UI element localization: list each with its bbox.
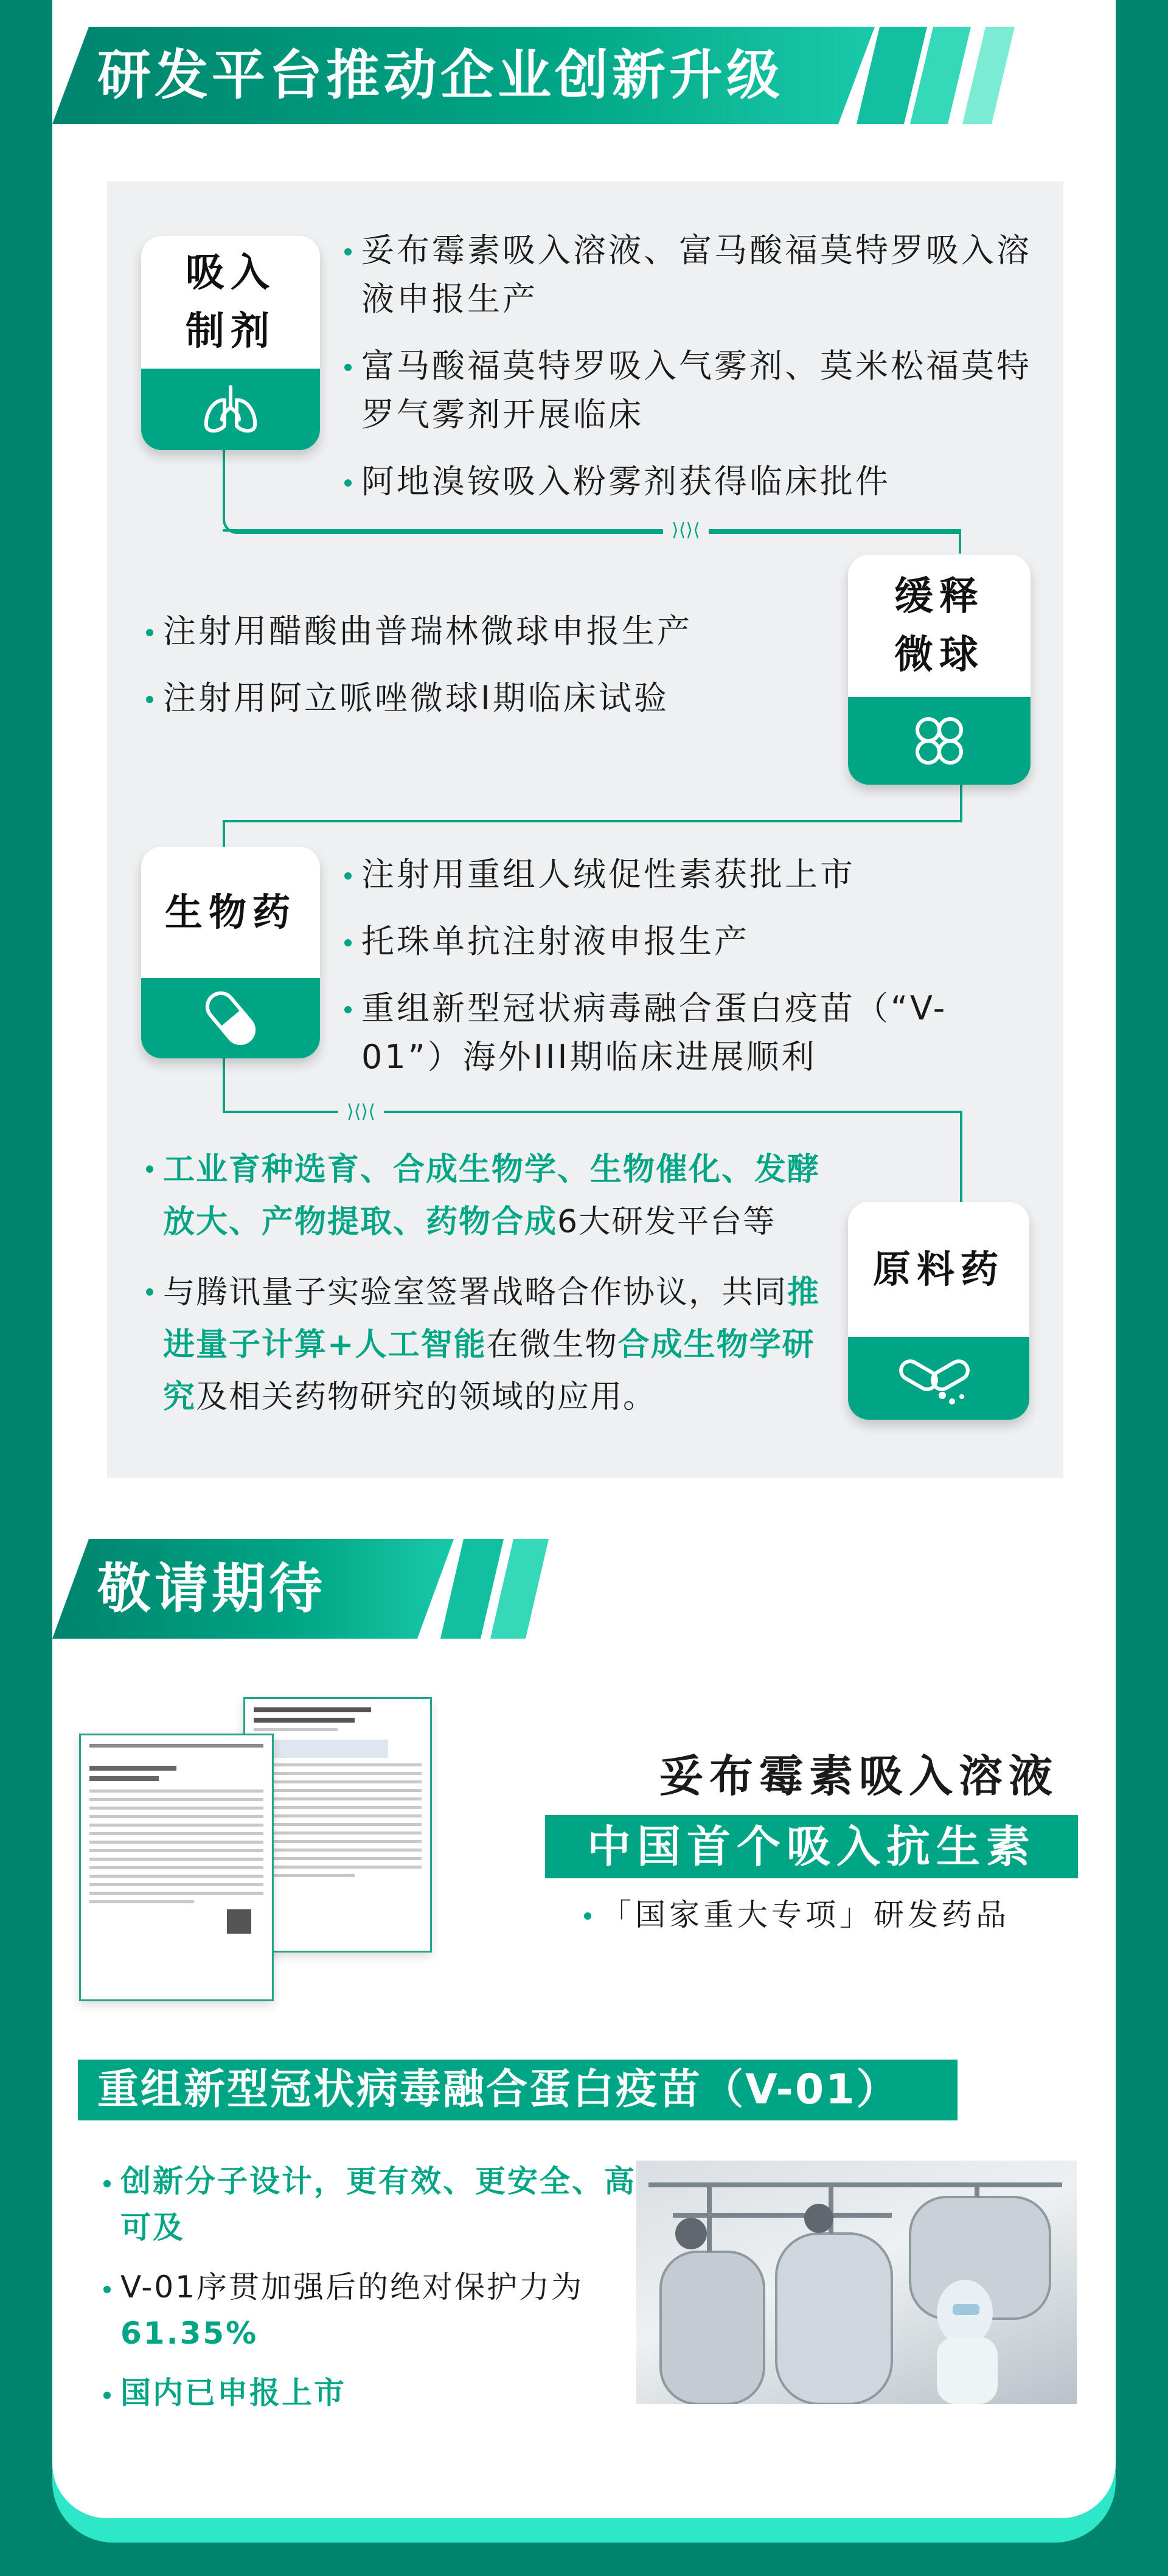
- product2-title: 重组新型冠状病毒融合蛋白疫苗（V-01）: [97, 2066, 900, 2114]
- list-item: [103, 2158, 639, 2251]
- highlight-text: 工业育种选育、合成生物学、生物催化、发酵放大、产物提取、药物合成: [163, 1151, 821, 1240]
- connector-line: [959, 529, 961, 554]
- bullet-list: [146, 607, 827, 741]
- list-item: [103, 2370, 639, 2416]
- list-item: 「国家重大专项」研发药品: [584, 1890, 1083, 1939]
- lab-photo: [636, 2161, 1077, 2404]
- tile-title-line: 原料药: [872, 1246, 1004, 1291]
- bullet-list: [103, 2158, 639, 2434]
- list-item: [146, 1144, 827, 1248]
- list-item-text: 在微生物: [486, 1327, 618, 1363]
- qr-code-icon: [227, 1909, 251, 1934]
- connector-line: [223, 1111, 961, 1113]
- tile-title-line: 制剂: [186, 309, 276, 355]
- list-item: 妥布霉素吸入溶液、富马酸福莫特罗吸入溶液申报生产: [344, 226, 1038, 324]
- list-item: 托珠单抗注射液申报生产: [344, 917, 1026, 966]
- bullet-list: [584, 1890, 1083, 1957]
- product1-name: 妥布霉素吸入溶液: [659, 1751, 1058, 1802]
- connector-line: [223, 1058, 225, 1112]
- tile-title-line: 吸入: [186, 251, 276, 296]
- list-item-text: 及相关药物研究的领域的应用。: [196, 1379, 656, 1415]
- tile-title-line: 微球: [894, 633, 984, 678]
- connector-line: [223, 529, 961, 532]
- list-item-text: 国内已申报上市: [120, 2375, 346, 2411]
- pills-icon: [848, 1337, 1029, 1420]
- list-item: [103, 2264, 639, 2356]
- section1-title: 研发平台推动企业创新升级: [97, 44, 784, 106]
- dna-icon: ⟩⟨⟩⟨: [338, 1100, 384, 1124]
- bullet-list: [146, 1144, 827, 1442]
- tile-title-line: 生物药: [164, 889, 296, 934]
- highlight-text: 推进量子计算+人工智能: [163, 1274, 821, 1363]
- connector-line: [960, 1111, 962, 1202]
- highlight-text: 合成生物学研究: [163, 1327, 815, 1415]
- list-item: 注射用重组人绒促性素获批上市: [344, 850, 1026, 899]
- microspheres-icon: [848, 697, 1031, 785]
- platform-tile-inhalation: [141, 236, 320, 450]
- tile-title-line: 缓释: [894, 574, 984, 620]
- journal-paper-image: [79, 1734, 274, 2001]
- platform-tile-biologics: [141, 847, 320, 1058]
- list-item-text: 与腾讯量子实验室签署战略合作协议，共同: [163, 1274, 788, 1311]
- bullet-list: [344, 850, 1026, 1100]
- connector-line: [223, 820, 962, 822]
- section2-title: 敬请期待: [97, 1557, 327, 1620]
- dna-icon: ⟩⟨⟩⟨: [663, 518, 709, 543]
- list-item: [146, 1266, 827, 1423]
- list-item-text: 6大研发平台等: [557, 1204, 776, 1240]
- platform-tile-api: [848, 1202, 1029, 1420]
- lungs-icon: [141, 369, 320, 450]
- connector-line: [960, 785, 962, 821]
- list-item: 注射用阿立哌唑微球I期临床试验: [146, 674, 827, 723]
- bullet-list: [344, 226, 1038, 524]
- list-item: 阿地溴铵吸入粉雾剂获得临床批件: [344, 457, 1038, 506]
- product1-tagline: 中国首个吸入抗生素: [586, 1821, 1036, 1872]
- connector-line: [223, 820, 225, 847]
- capsule-dna-icon: [141, 978, 320, 1058]
- list-item: 重组新型冠状病毒融合蛋白疫苗（“V-01”）海外III期临床进展顺利: [344, 984, 1026, 1081]
- list-item: 富马酸福莫特罗吸入气雾剂、莫米松福莫特罗气雾剂开展临床: [344, 342, 1038, 439]
- list-item: 注射用醋酸曲普瑞林微球申报生产: [146, 607, 827, 656]
- platform-tile-microspheres: [848, 555, 1031, 785]
- list-item-text: 创新分子设计，更有效、更安全、高可及: [120, 2164, 636, 2245]
- protection-value: 61.35%: [120, 2316, 259, 2351]
- list-item-text: V-01序贯加强后的绝对保护力为: [120, 2269, 583, 2305]
